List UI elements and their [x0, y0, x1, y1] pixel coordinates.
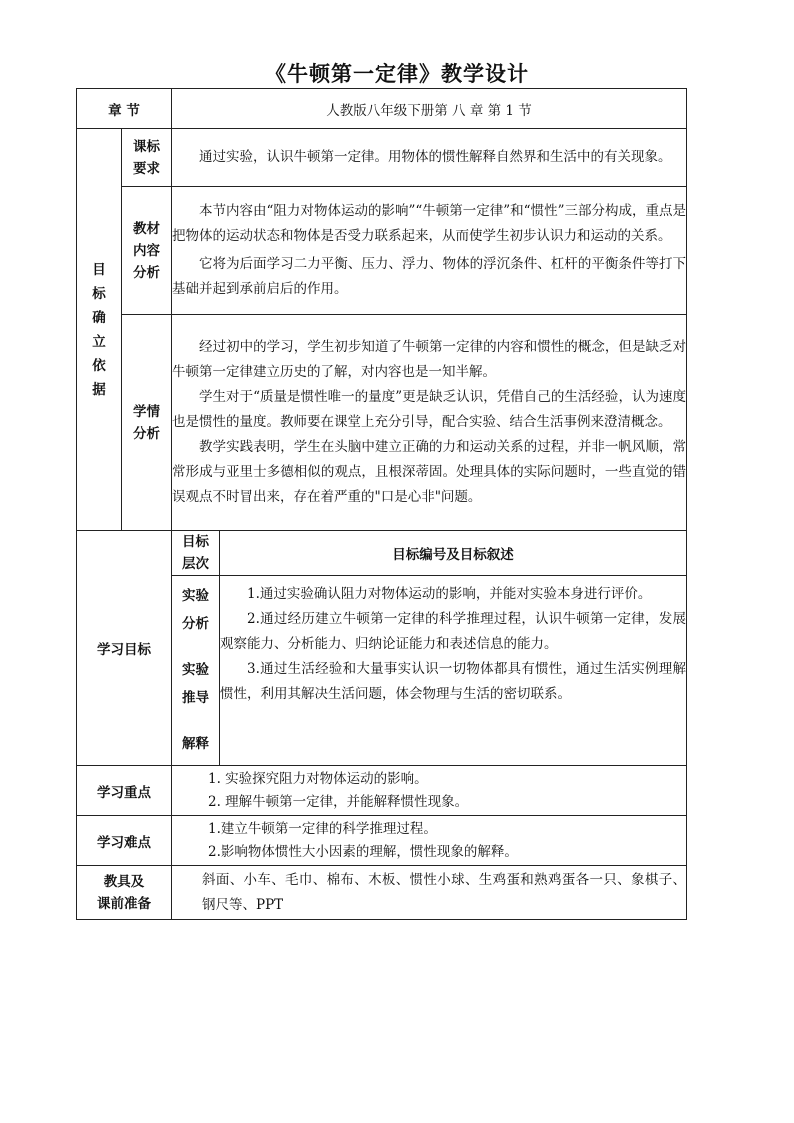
objective-level: 分析	[182, 616, 210, 632]
objective-item: 2.通过经历建立牛顿第一定律的科学推理过程，认识牛顿第一定律，发展观察能力、分析能力、归纳论证能力和表述信息的能力。	[220, 611, 687, 652]
basis-label-char: 立	[92, 333, 106, 350]
curriculum-label-line: 要求	[133, 160, 160, 177]
key-points-label: 学习重点	[77, 766, 172, 816]
difficulties-label: 学习难点	[77, 816, 172, 866]
materials-text: 斜面、小车、毛巾、棉布、木板、惯性小球、生鸡蛋和熟鸡蛋各一只、象棋子、钢尺等、PPT	[202, 871, 687, 913]
textbook-label-line: 内容	[133, 242, 160, 259]
objectives-header-row	[77, 531, 687, 576]
students-label	[122, 315, 172, 531]
materials-label-line: 教具及	[103, 873, 145, 890]
textbook-paragraph: 它将为后面学习二力平衡、压力、浮力、物体的浮沉条件、杠杆的平衡条件等打下基础并起到承前启后的作用。	[172, 256, 687, 297]
objective-item: 3.通过生活经验和大量事实认识一切物体都具有惯性，通过生活实例理解惯性，利用其解决生活问题，体会物理与生活的密切联系。	[220, 661, 687, 702]
difficulty-item: 1.建立牛顿第一定律的科学推理过程。	[208, 820, 437, 837]
materials-row	[77, 866, 687, 920]
chapter-value: 人教版八年级下册第 八 章 第 1 节	[172, 89, 687, 129]
objective-item: 1.通过实验确认阻力对物体运动的影响，并能对实验本身进行评价。	[247, 586, 652, 602]
objective-level: 实验	[182, 588, 210, 604]
objective-level-header-line: 层次	[182, 556, 210, 572]
difficulties-row	[77, 816, 687, 866]
objective-level-header-line: 目标	[182, 534, 210, 550]
textbook-row	[77, 187, 687, 315]
objective-content-header: 目标编号及目标叙述	[220, 531, 687, 576]
basis-label-char: 目	[92, 261, 106, 278]
key-points-row	[77, 766, 687, 816]
chapter-label: 章 节	[77, 89, 172, 129]
textbook-paragraph: 本节内容由“阻力对物体运动的影响”“牛顿第一定律”和“惯性”三部分构成，重点是把物体的运动状态和物体是否受力联系起来，从而使学生初步认识力和运动的关系。	[172, 203, 687, 244]
basis-label	[77, 129, 122, 531]
students-paragraph: 学生对于“质量是惯性唯一的量度”更是缺乏认识，凭借自己的生活经验，认为速度也是惯性的量度。教师要在课堂上充分引导，配合实验、结合生活事例来澄清概念。	[172, 389, 687, 430]
objective-list	[220, 582, 686, 707]
difficulties-content	[172, 816, 687, 866]
students-paragraph: 经过初中的学习，学生初步知道了牛顿第一定律的内容和惯性的概念，但是缺乏对牛顿第一定律建立历史的了解，对内容也是一知半解。	[172, 339, 687, 380]
textbook-label-line: 教材	[133, 220, 160, 237]
basis-label-char: 据	[92, 381, 106, 398]
key-point-item: 2. 理解牛顿第一定律，并能解释惯性现象。	[208, 793, 469, 810]
curriculum-text: 通过实验，认识牛顿第一定律。用物体的惯性解释自然界和生活中的有关现象。	[199, 149, 672, 165]
curriculum-label	[122, 129, 172, 187]
basis-label-char: 确	[92, 309, 106, 326]
curriculum-row	[77, 129, 687, 187]
chapter-row	[77, 89, 687, 129]
students-paragraph: 教学实践表明，学生在头脑中建立正确的力和运动关系的过程，并非一帆风顺，常常形成与亚里士多德相似的观点，且根深蒂固。处理具体的实际问题时，一些直觉的错误观点不时冒出来，存在着严重的"口是心非"问题。	[172, 439, 687, 505]
objective-items	[220, 576, 687, 766]
basis-label-char: 依	[92, 357, 106, 374]
objective-level: 解释	[182, 736, 210, 752]
materials-label	[77, 866, 172, 920]
objective-level: 推导	[182, 690, 210, 706]
curriculum-label-line: 课标	[133, 138, 160, 155]
objective-levels	[172, 576, 220, 766]
lesson-plan-table	[76, 88, 687, 920]
objectives-label: 学习目标	[77, 531, 172, 766]
students-row	[77, 315, 687, 531]
students-content	[172, 315, 687, 531]
basis-label-char: 标	[92, 285, 106, 302]
materials-label-line: 课前准备	[97, 895, 151, 912]
objective-level-header	[172, 531, 220, 576]
materials-content	[172, 866, 687, 920]
students-label-line: 分析	[133, 425, 160, 442]
textbook-label	[122, 187, 172, 315]
key-points-content	[172, 766, 687, 816]
difficulty-item: 2.影响物体惯性大小因素的理解，惯性现象的解释。	[208, 843, 518, 860]
document-title: 《牛顿第一定律》教学设计	[265, 62, 529, 86]
students-label-line: 学情	[133, 403, 160, 420]
curriculum-content	[172, 129, 687, 187]
textbook-label-line: 分析	[133, 264, 160, 281]
textbook-content	[172, 187, 687, 315]
key-point-item: 1. 实验探究阻力对物体运动的影响。	[208, 770, 428, 787]
objective-level: 实验	[182, 662, 210, 678]
